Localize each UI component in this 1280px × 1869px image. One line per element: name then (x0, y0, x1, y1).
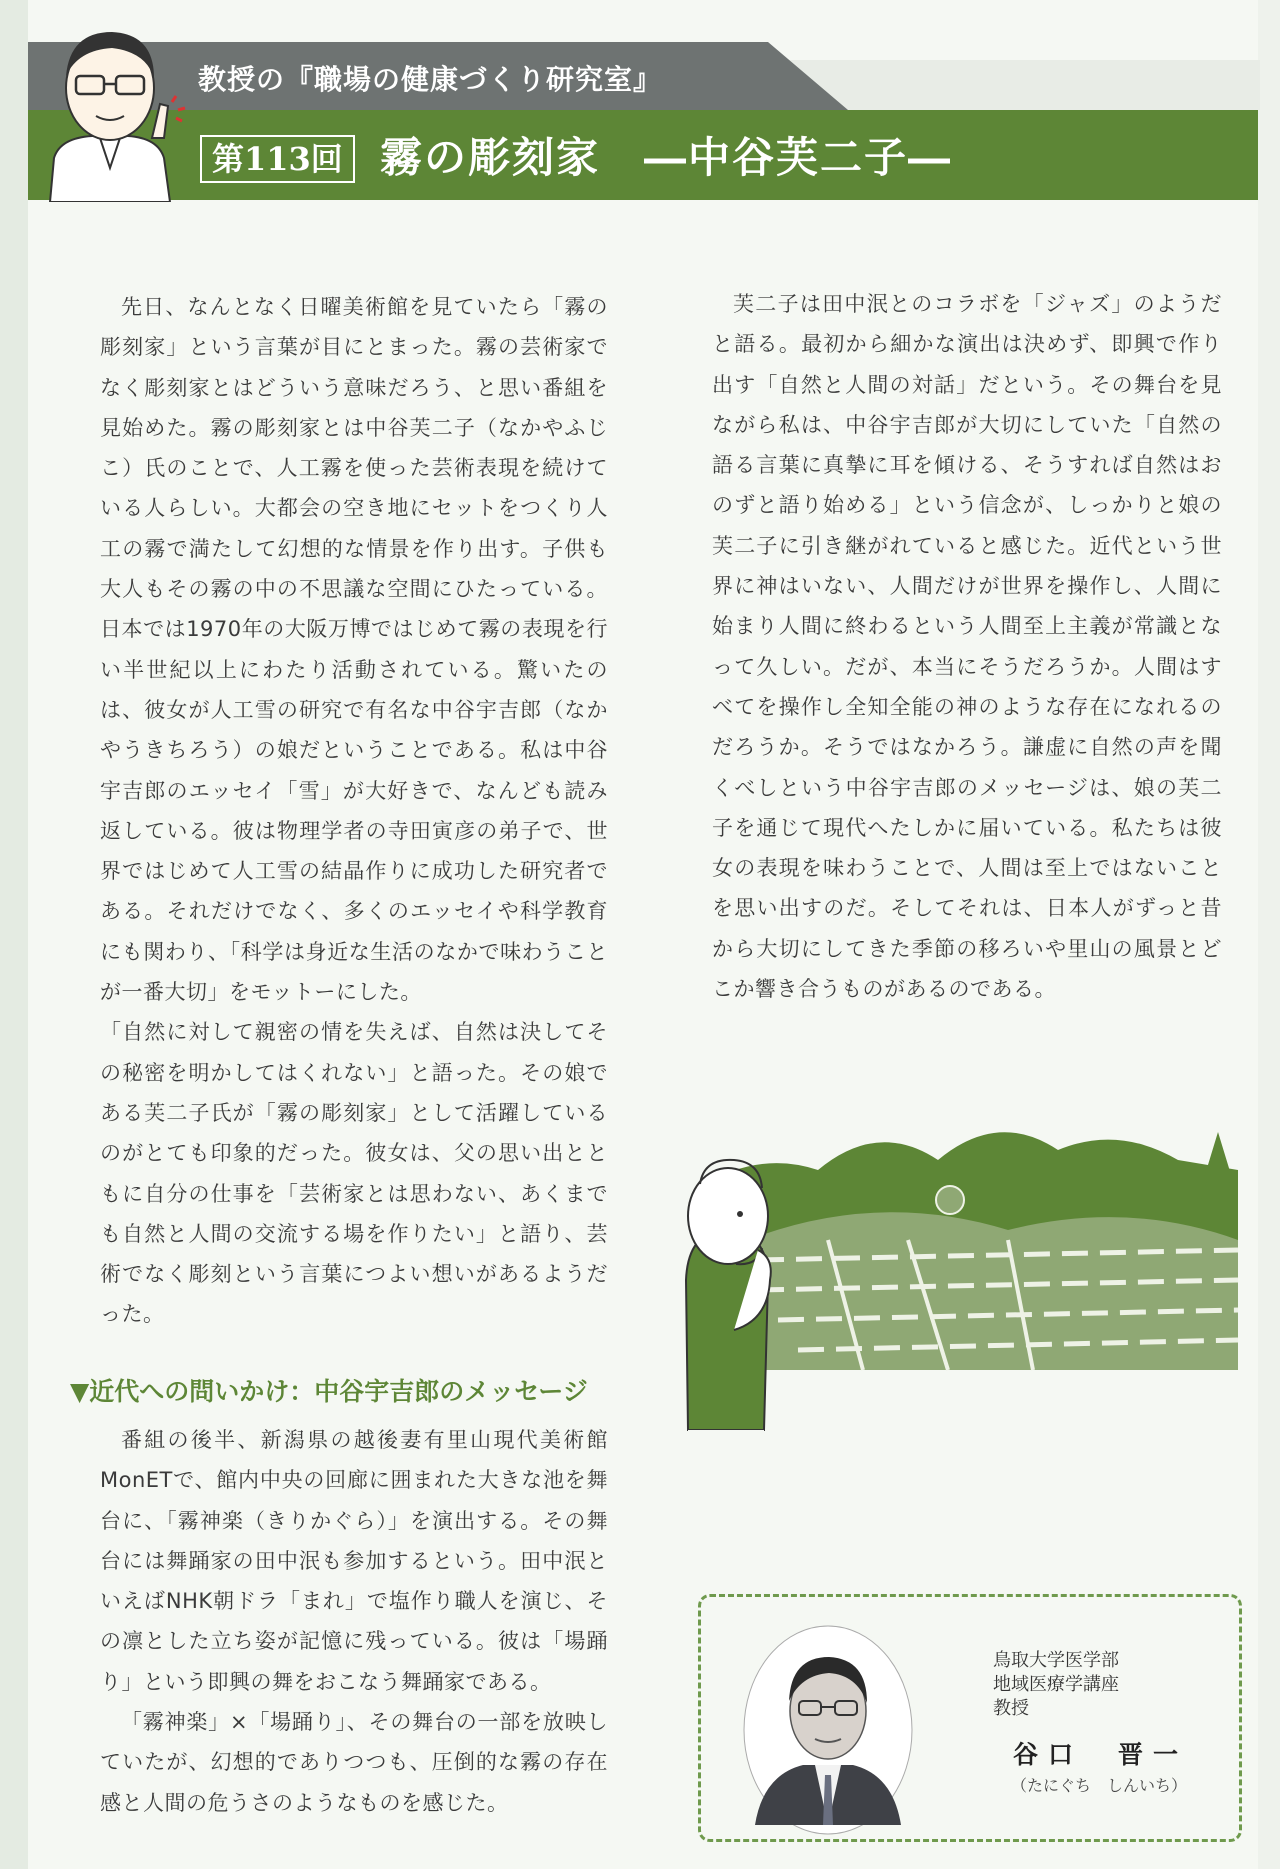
professor-cartoon-icon (30, 18, 190, 202)
episode-number: 第113回 (200, 135, 355, 183)
paragraph: 芙二子は田中泯とのコラボを「ジャズ」のようだと語る。最初から細かな演出は決めず、即興で作り出す「自然と人間の対話」だという。その舞台を見ながら私は、中谷宇吉郎が大切にしていた「自然の語る言葉に真摯に耳を傾ける、そうすれば自然はおのずと語り始める」という信念が、しっかりと娘の芙二子に引き継がれていると感じた。近代という世界に神はいない、人間だけが世界を操作し、人間に始まり人間に終わるという人間至上主義が常識となって久しい。だが、本当にそうだろうか。人間はすべてを操作し全知全能の神のような存在になれるのだろうか。そうではなかろう。謙虚に自然の声を聞くべしという中谷宇吉郎のメッセージは、娘の芙二子を通じて現代へたしかに届いている。私たちは彼女の表現を味わうことで、人間は至上ではないことを思い出すのだ。そしてそれは、日本人がずっと昔から大切にしてきた季節の移ろいや里山の風景とどこか響き合うものがあるのである。 (712, 292, 1222, 1002)
paragraph: 「霧神楽」×「場踊り」、その舞台の一部を放映していたが、幻想的でありつつも、圧倒的な霧の存在感と人間の危うさのようなものを感じた。 (100, 1710, 608, 1815)
left-margin-strip (0, 0, 28, 1869)
affiliation-line: 鳥取大学医学部 (993, 1650, 1119, 1671)
affiliation-line: 教授 (993, 1698, 1029, 1719)
section-heading: ▼近代への問いかけ：中谷宇吉郎のメッセージ (70, 1377, 588, 1406)
paragraph: 「自然に対して親密の情を失えば、自然は決してその秘密を明かしてはくれない」と語った。その娘である芙二子氏が「霧の彫刻家」として活躍しているのがとても印象的だった。彼女は、父の思い出とともに自分の仕事を「芸術家とは思わない、あくまでも自然と人間の交流する場を作りたい」と語り、芸術でなく彫刻という言葉につよい想いがあるようだった。 (100, 1020, 608, 1327)
right-margin-strip (1258, 0, 1280, 1869)
author-profile-card (698, 1594, 1242, 1842)
article-title: 霧の彫刻家 ―中谷芙二子― (380, 133, 953, 182)
author-name-reading: （たにぐち しんいち） (1011, 1776, 1188, 1795)
paragraph: 番組の後半、新潟県の越後妻有里山現代美術館MonETで、館内中央の回廊に囲まれた大きな池を舞台に、「霧神楽（きりかぐら）」を演出する。その舞台には舞踊家の田中泯も参加するという。田中泯といえばNHK朝ドラ「まれ」で塩作り職人を演じ、その凛とした立ち姿が記憶に残っている。彼は「場踊り」という即興の舞をおこなう舞踊家である。 (100, 1428, 608, 1694)
affiliation-line: 地域医療学講座 (993, 1674, 1119, 1695)
section-text (100, 1420, 608, 1823)
author-affiliation (993, 1649, 1119, 1721)
professor-photo (743, 1625, 913, 1835)
paragraph: 先日、なんとなく日曜美術館を見ていたら「霧の彫刻家」という言葉が目にとまった。霧の芸術家でなく彫刻家とはどういう意味だろう、と思い番組を見始めた。霧の彫刻家とは中谷芙二子（なかやふじこ）氏のことで、人工霧を使った芸術表現を続けている人らしい。大都会の空き地にセットをつくり人工の霧で満たして幻想的な情景を作り出す。子供も大人もその霧の中の不思議な空間にひたっている。日本では1970年の大阪万博ではじめて霧の表現を行い半世紀以上にわたり活動されている。驚いたのは、彼女が人工雪の研究で有名な中谷宇吉郎（なかやうきちろう）の娘だということである。私は中谷宇吉郎のエッセイ「雪」が大好きで、なんども読み返している。彼は物理学者の寺田寅彦の弟子で、世界ではじめて人工雪の結晶作りに成功した研究者である。それだけでなく、多くのエッセイや科学教育にも関わり、「科学は身近な生活のなかで味わうことが一番大切」をモットーにした。 (100, 295, 608, 1005)
series-title: 教授の『職場の健康づくり研究室』 (198, 63, 663, 96)
left-column-text (100, 287, 608, 1335)
right-column-text (712, 284, 1222, 1009)
author-name: 谷口 晋一 (1013, 1740, 1189, 1769)
man-looking-at-hills-illustration (678, 1130, 1238, 1480)
